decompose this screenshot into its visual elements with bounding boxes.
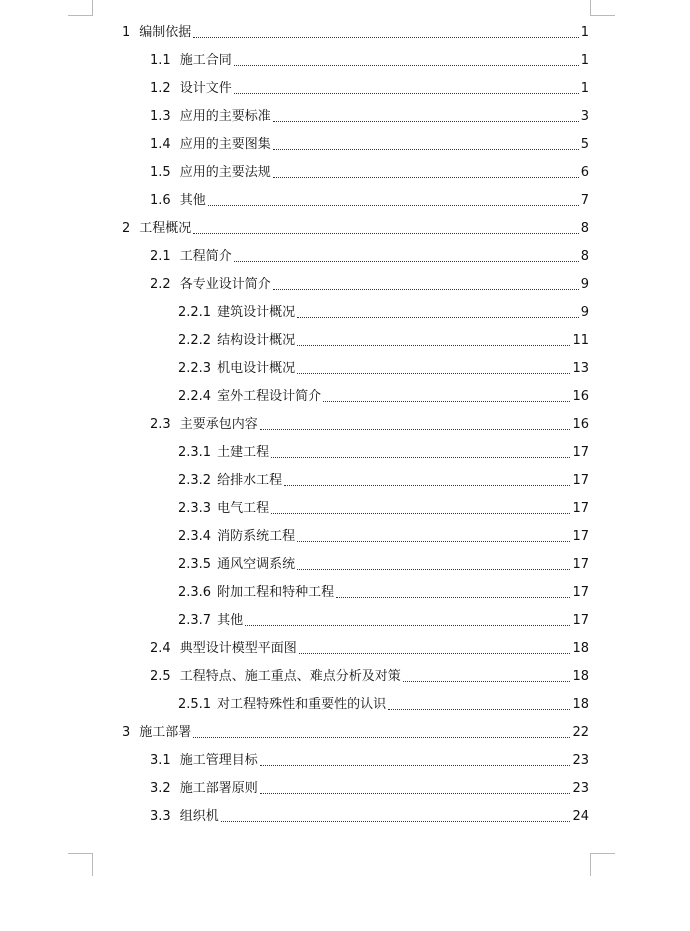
- toc-entry[interactable]: [150, 191, 589, 209]
- toc-entry-page-number: 17: [572, 529, 589, 544]
- toc-entry-page-number: 17: [572, 557, 589, 572]
- toc-entry-number: 2.3.4: [178, 529, 212, 544]
- toc-entry-title: 主要承包内容: [179, 417, 258, 432]
- toc-entry-title: 室外工程设计简介: [217, 389, 322, 404]
- toc-entry-title: 施工合同: [179, 53, 232, 68]
- toc-entry-number: 2.3.6: [178, 585, 212, 600]
- toc-entry-number: 3.2: [150, 781, 171, 796]
- toc-entry-title: 电气工程: [217, 501, 270, 516]
- toc-leader-dots: [297, 373, 570, 374]
- toc-entry[interactable]: [150, 415, 589, 433]
- toc-leader-dots: [299, 653, 571, 654]
- toc-entry-title: 给排水工程: [217, 473, 283, 488]
- toc-leader-dots: [193, 737, 570, 738]
- toc-entry[interactable]: [150, 107, 589, 125]
- toc-leader-dots: [403, 681, 571, 682]
- toc-entry-title: 其他: [217, 613, 244, 628]
- toc-entry-title: 附加工程和特种工程: [217, 585, 335, 600]
- toc-entry-number: 2.3.2: [178, 473, 212, 488]
- toc-entry-number: 3: [122, 725, 131, 740]
- toc-leader-dots: [260, 793, 571, 794]
- toc-leader-dots: [208, 205, 579, 206]
- toc-entry-page-number: 9: [580, 305, 589, 320]
- toc-entry[interactable]: [122, 219, 589, 237]
- toc-entry-page-number: 16: [572, 417, 589, 432]
- toc-entry[interactable]: [178, 527, 589, 545]
- toc-entry[interactable]: [178, 443, 589, 461]
- toc-leader-dots: [221, 821, 571, 822]
- toc-entry[interactable]: [150, 807, 589, 825]
- toc-entry[interactable]: [150, 247, 589, 265]
- toc-leader-dots: [297, 317, 579, 318]
- toc-entry[interactable]: [150, 135, 589, 153]
- toc-entry[interactable]: [178, 471, 589, 489]
- toc-leader-dots: [273, 177, 579, 178]
- toc-entry[interactable]: [178, 583, 589, 601]
- toc-entry-number: 2: [122, 221, 131, 236]
- toc-entry[interactable]: [178, 303, 589, 321]
- toc-leader-dots: [260, 429, 571, 430]
- toc-entry-number: 1: [122, 25, 131, 40]
- toc-entry[interactable]: [150, 751, 589, 769]
- toc-entry-number: 2.2.2: [178, 333, 212, 348]
- toc-leader-dots: [297, 345, 570, 346]
- toc-entry-page-number: 3: [580, 109, 589, 124]
- toc-leader-dots: [273, 149, 579, 150]
- toc-entry[interactable]: [150, 275, 589, 293]
- toc-entry-page-number: 17: [572, 445, 589, 460]
- toc-entry-number: 2.2.3: [178, 361, 212, 376]
- toc-entry[interactable]: [178, 695, 589, 713]
- toc-entry-page-number: 6: [580, 165, 589, 180]
- toc-entry[interactable]: [150, 639, 589, 657]
- toc-entry-number: 1.4: [150, 137, 171, 152]
- toc-entry[interactable]: [178, 555, 589, 573]
- toc-entry-number: 1.2: [150, 81, 171, 96]
- toc-leader-dots: [245, 625, 570, 626]
- toc-entry-number: 3.3: [150, 809, 171, 824]
- toc-entry-number: 2.1: [150, 249, 171, 264]
- toc-entry-page-number: 17: [572, 473, 589, 488]
- toc-entry-page-number: 7: [580, 193, 589, 208]
- toc-entry[interactable]: [150, 163, 589, 181]
- toc-entry[interactable]: [150, 779, 589, 797]
- toc-entry-title: 设计文件: [179, 81, 232, 96]
- toc-entry-title: 工程简介: [179, 249, 232, 264]
- toc-entry[interactable]: [178, 611, 589, 629]
- toc-entry-page-number: 17: [572, 585, 589, 600]
- toc-entry-number: 2.5: [150, 669, 171, 684]
- toc-entry-number: 2.5.1: [178, 697, 212, 712]
- toc-entry-number: 2.3.1: [178, 445, 212, 460]
- toc-leader-dots: [234, 93, 579, 94]
- toc-entry[interactable]: [178, 499, 589, 517]
- toc-entry-page-number: 24: [572, 809, 589, 824]
- toc-entry-title: 工程概况: [139, 221, 192, 236]
- toc-leader-dots: [273, 289, 579, 290]
- toc-entry-page-number: 18: [572, 697, 589, 712]
- toc-leader-dots: [234, 65, 579, 66]
- toc-entry-title: 施工管理目标: [179, 753, 258, 768]
- toc-entry-page-number: 18: [572, 669, 589, 684]
- toc-entry-number: 2.3.3: [178, 501, 212, 516]
- toc-entry-number: 2.3.7: [178, 613, 212, 628]
- toc-entry-title: 机电设计概况: [217, 361, 296, 376]
- toc-entry-number: 1.5: [150, 165, 171, 180]
- toc-entry-number: 2.2.1: [178, 305, 212, 320]
- toc-entry-number: 1.6: [150, 193, 171, 208]
- toc-entry[interactable]: [122, 23, 589, 41]
- toc-entry-title: 消防系统工程: [217, 529, 296, 544]
- toc-entry-title: 施工部署原则: [179, 781, 258, 796]
- toc-entry-title: 施工部署: [139, 725, 192, 740]
- toc-entry-number: 2.2.4: [178, 389, 212, 404]
- toc-entry-number: 2.3.5: [178, 557, 212, 572]
- toc-entry-title: 典型设计模型平面图: [179, 641, 297, 656]
- toc-leader-dots: [336, 597, 570, 598]
- toc-leader-dots: [234, 261, 579, 262]
- toc-entry-title: 各专业设计简介: [179, 277, 271, 292]
- toc-entry-title: 组织机: [179, 809, 219, 824]
- toc-leader-dots: [388, 709, 570, 710]
- toc-entry-page-number: 17: [572, 501, 589, 516]
- toc-entry-page-number: 23: [572, 753, 589, 768]
- toc-entry-title: 工程特点、施工重点、难点分析及对策: [179, 669, 401, 684]
- toc-leader-dots: [284, 485, 570, 486]
- toc-entry[interactable]: [150, 667, 589, 685]
- toc-entry-page-number: 1: [580, 25, 589, 40]
- toc-entry-title: 应用的主要图集: [179, 137, 271, 152]
- toc-entry[interactable]: [150, 79, 589, 97]
- toc-entry-title: 编制依据: [139, 25, 192, 40]
- toc-entry-number: 3.1: [150, 753, 171, 768]
- toc-entry-page-number: 9: [580, 277, 589, 292]
- toc-entry-page-number: 8: [580, 249, 589, 264]
- toc-entry-number: 1.3: [150, 109, 171, 124]
- toc-entry-title: 对工程特殊性和重要性的认识: [217, 697, 387, 712]
- toc-entry-page-number: 23: [572, 781, 589, 796]
- toc-entry-page-number: 13: [572, 361, 589, 376]
- toc-entry[interactable]: [178, 331, 589, 349]
- toc-entry-page-number: 17: [572, 613, 589, 628]
- toc-entry-number: 2.3: [150, 417, 171, 432]
- toc-leader-dots: [323, 401, 570, 402]
- toc-leader-dots: [271, 457, 570, 458]
- toc-entry-page-number: 1: [580, 81, 589, 96]
- toc-entry[interactable]: [150, 51, 589, 69]
- toc-entry-number: 2.2: [150, 277, 171, 292]
- toc-entry-page-number: 16: [572, 389, 589, 404]
- toc-entry-title: 土建工程: [217, 445, 270, 460]
- toc-entry[interactable]: [122, 723, 589, 741]
- toc-entry-page-number: 1: [580, 53, 589, 68]
- toc-entry-title: 其他: [179, 193, 206, 208]
- toc-leader-dots: [193, 37, 578, 38]
- toc-leader-dots: [297, 541, 570, 542]
- toc-entry-page-number: 18: [572, 641, 589, 656]
- toc-entry-page-number: 22: [572, 725, 589, 740]
- toc-entry-page-number: 8: [580, 221, 589, 236]
- toc-entry-title: 建筑设计概况: [217, 305, 296, 320]
- toc-entry[interactable]: [178, 387, 589, 405]
- toc-entry-page-number: 11: [572, 333, 589, 348]
- toc-entry-title: 应用的主要法规: [179, 165, 271, 180]
- toc-entry-page-number: 5: [580, 137, 589, 152]
- toc-leader-dots: [273, 121, 579, 122]
- toc-leader-dots: [193, 233, 578, 234]
- toc-leader-dots: [260, 765, 571, 766]
- toc-entry[interactable]: [178, 359, 589, 377]
- toc-entry-title: 结构设计概况: [217, 333, 296, 348]
- toc-entry-title: 应用的主要标准: [179, 109, 271, 124]
- toc-entry-title: 通风空调系统: [217, 557, 296, 572]
- toc-leader-dots: [297, 569, 570, 570]
- toc-entry-number: 2.4: [150, 641, 171, 656]
- toc-entry-number: 1.1: [150, 53, 171, 68]
- toc-leader-dots: [271, 513, 570, 514]
